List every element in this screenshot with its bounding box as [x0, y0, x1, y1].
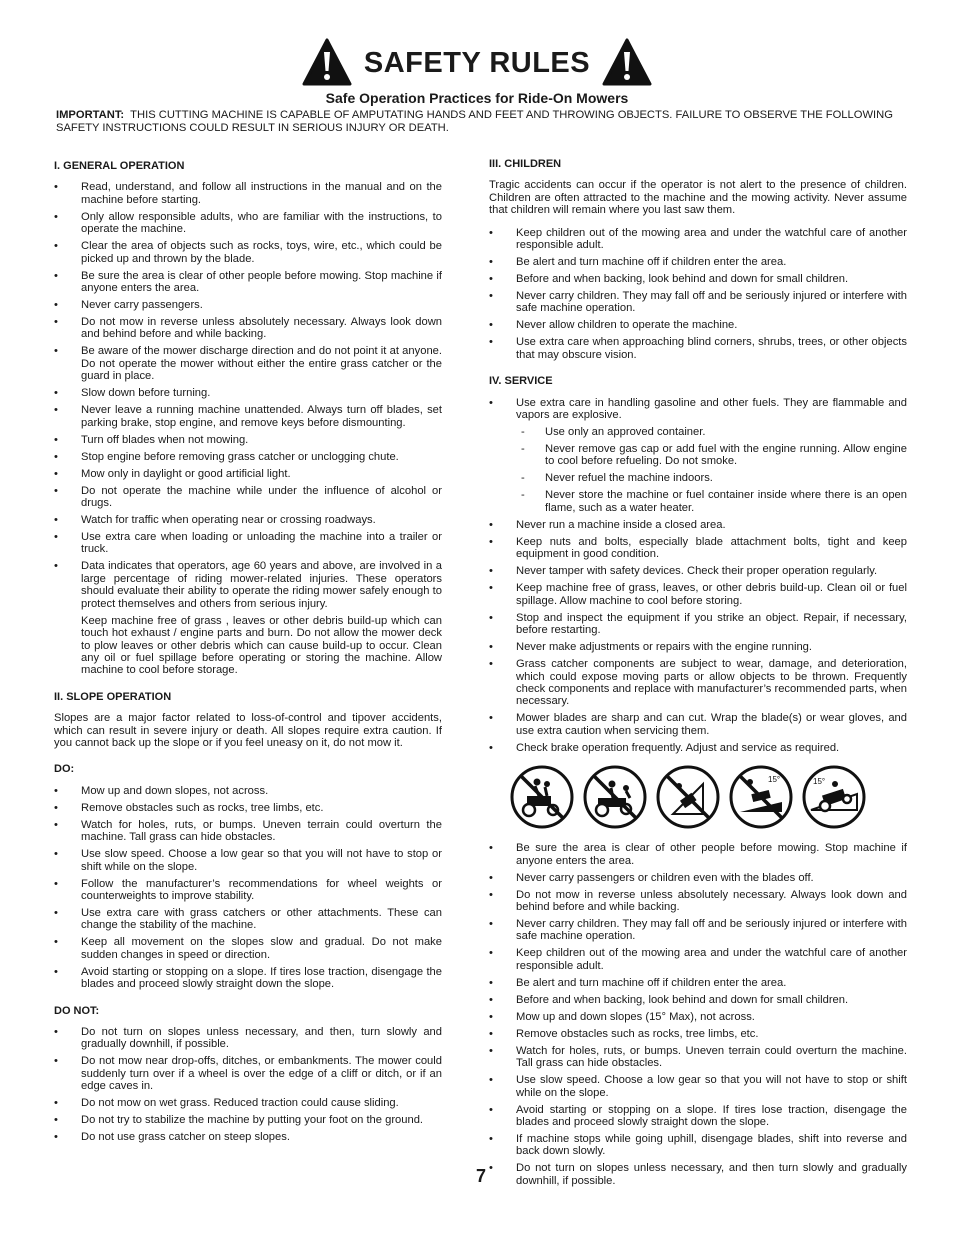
service-list-b — [489, 519, 907, 754]
no-reverse-child-icon — [655, 764, 721, 830]
list-item: • Only allow responsible adults, who are familiar with the instructions, to operate the machine. — [54, 211, 442, 236]
list-item: • Never make adjustments or repairs with the engine running. — [489, 641, 907, 653]
list-item: • Clear the area of objects such as rocks, toys, wire, etc., which could be picked up and thrown by the blade. — [54, 240, 442, 265]
list-item: • Never carry passengers. — [54, 299, 442, 311]
list-item: • Mow up and down slopes, not across. — [54, 785, 442, 797]
list-item: • Before and when backing, look behind and down for small children. — [489, 273, 907, 285]
list-item: • Use extra care when loading or unloading the machine into a trailer or truck. — [54, 531, 442, 556]
list-item: • Watch for holes, ruts, or bumps. Uneven terrain could overturn the machine. Tall grass can hide obstacles. — [489, 1045, 907, 1070]
section-heading-slope: II. SLOPE OPERATION — [54, 690, 172, 703]
page-number: 7 — [476, 1166, 487, 1186]
list-item: • Use extra care when approaching blind corners, shrubs, trees, or other objects that may obscure vision. — [489, 336, 907, 361]
list-item: • Mower blades are sharp and can cut. Wrap the blade(s) or wear gloves, and use extra caution when servicing them. — [489, 712, 907, 737]
prohibition-icons — [509, 764, 907, 830]
list-item: • Do not turn on slopes unless necessary, and then turn slowly and gradually downhill, if possible. — [489, 1162, 907, 1187]
page-header — [0, 38, 954, 94]
left-column — [54, 160, 442, 1158]
slope-intro: Slopes are a major factor related to loss-of-control and tipover accidents, which can result in severe injury or death. All slopes require extra caution. If you cannot back up the slope or if you feel uneasy on it, do not mow it. — [54, 712, 442, 749]
list-item: • Read, understand, and follow all instructions in the manual and on the machine before starting. — [54, 181, 442, 206]
list-item: • Avoid starting or stopping on a slope. If tires lose traction, disengage the blades and proceed slowly straight down the slope. — [489, 1104, 907, 1129]
list-item: • Be sure the area is clear of other people before mowing. Stop machine if anyone enters the area. — [54, 270, 442, 295]
section-heading-children: III. CHILDREN — [489, 158, 562, 170]
do-list — [54, 785, 442, 991]
list-item: • Mow only in daylight or good artificial light. — [54, 468, 442, 480]
no-children-riding-icon — [582, 764, 648, 830]
list-item: • Before and when backing, look behind and down for small children. — [489, 994, 907, 1006]
list-item: • Watch for holes, ruts, or bumps. Uneven terrain could overturn the machine. Tall grass can hide obstacles. — [54, 819, 442, 844]
list-item: • Keep children out of the mowing area and under the watchful care of another responsible adult. — [489, 947, 907, 972]
list-item: • Be alert and turn machine off if children enter the area. — [489, 977, 907, 989]
list-item: • Slow down before turning. — [54, 387, 442, 399]
sub-list-item: - Never remove gas cap or add fuel with the engine running. Allow engine to cool before refueling. Do not smoke. — [489, 443, 907, 468]
list-item: • Data indicates that operators, age 60 years and above, are involved in a large percentage of riding mower-related injuries. These operators should evaluate their ability to operate the riding mower safely enough to protect themselves and others from serious injury. — [54, 560, 442, 610]
list-item: • Keep machine free of grass, leaves, or other debris build-up. Clean oil or fuel spillage. Allow machine to cool before storing. — [489, 582, 907, 607]
list-item: • Be aware of the mower discharge direction and do not point it at anyone. Do not operate the mower without either the entire grass catcher or the guard in place. — [54, 345, 442, 382]
list-item: • Use extra care with grass catchers or other attachments. These can change the stability of the machine. — [54, 907, 442, 932]
sub-list-item: - Use only an approved container. — [489, 426, 907, 438]
section-heading-service: IV. SERVICE — [489, 375, 553, 388]
list-item: • Do not mow in reverse unless absolutely necessary. Always look down and behind before and while backing. — [54, 316, 442, 341]
important-notice — [56, 109, 906, 135]
list-item: • Avoid starting or stopping on a slope. If tires lose traction, disengage the blades and proceed slowly straight down the slope. — [54, 966, 442, 991]
list-item: • Do not turn on slopes unless necessary, and then, turn slowly and gradually downhill, if possible. — [54, 1026, 442, 1051]
list-item: • Use extra care in handling gasoline and other fuels. They are flammable and vapors are explosive. — [489, 397, 907, 422]
section-heading-general: I. GENERAL OPERATION — [54, 160, 185, 172]
list-item: • Do not try to stabilize the machine by putting your foot on the ground. — [54, 1114, 442, 1126]
list-item: • Remove obstacles such as rocks, tree limbs, etc. — [54, 802, 442, 814]
list-item: • Never carry children. They may fall off and be seriously injured or interfere with safe machine operation. — [489, 918, 907, 943]
list-item: • Keep children out of the mowing area and under the watchful care of another responsible adult. — [489, 227, 907, 252]
do-not-heading: DO NOT: — [54, 1004, 100, 1017]
children-list — [489, 227, 907, 362]
list-item: • Mow up and down slopes (15° Max), not across. — [489, 1011, 907, 1023]
list-item: • Be alert and turn machine off if children enter the area. — [489, 256, 907, 268]
list-item: • Grass catcher components are subject to wear, damage, and deterioration, which could expose moving parts or allow objects to be thrown. Frequently check components and replace with manufacturer’s recommended parts, when necessary. — [489, 658, 907, 708]
children-intro: Tragic accidents can occur if the operator is not alert to the presence of children. Children are often attracted to the machine and the mowing activity. Never assume that children will remain where you last saw them. — [489, 179, 907, 217]
slope-label: 15° — [813, 777, 826, 787]
list-item: • Never carry passengers or children even with the blades off. — [489, 872, 907, 884]
slope-limit-icon — [801, 764, 867, 830]
sub-list-item: - Never refuel the machine indoors. — [489, 472, 907, 484]
general-list — [54, 181, 442, 676]
page-title: SAFETY RULES — [363, 46, 591, 79]
page-subtitle: Safe Operation Practices for Ride-On Mowers — [325, 90, 629, 106]
list-item: • Never tamper with safety devices. Check their proper operation regularly. — [489, 565, 907, 577]
slope-label: 15° — [768, 775, 781, 785]
important-label: IMPORTANT: — [56, 109, 125, 121]
list-item: • Never leave a running machine unattended. Always turn off blades, set parking brake, stop engine, and remove keys before dismounting. — [54, 404, 442, 429]
list-item: • If machine stops while going uphill, disengage blades, shift into reverse and back down slowly. — [489, 1133, 907, 1158]
warning-icon — [602, 38, 652, 88]
list-item: • Do not mow in reverse unless absolutely necessary. Always look down and behind before and while backing. — [489, 889, 907, 914]
right-column — [489, 158, 907, 1201]
sub-list-item: - Never store the machine or fuel container inside where there is an open flame, such as a water heater. — [489, 489, 907, 514]
list-item: • Remove obstacles such as rocks, tree limbs, etc. — [489, 1028, 907, 1040]
list-item: • Keep all movement on the slopes slow and gradual. Do not make sudden changes in speed or direction. — [54, 936, 442, 961]
list-item: • Never carry children. They may fall off and be seriously injured or interfere with safe machine operation. — [489, 290, 907, 315]
list-item: • Turn off blades when not mowing. — [54, 434, 442, 446]
title-row — [0, 38, 954, 88]
list-item: • Watch for traffic when operating near or crossing roadways. — [54, 514, 442, 526]
list-item: • Stop and inspect the equipment if you strike an object. Repair, if necessary, before restarting. — [489, 612, 907, 637]
list-item: • Check brake operation frequently. Adjust and service as required. — [489, 742, 907, 754]
service-list-a — [489, 397, 907, 515]
list-item: • Use slow speed. Choose a low gear so that you will not have to stop or shift while on the slope. — [54, 848, 442, 873]
list-item-continued: Keep machine free of grass , leaves or other debris build-up which can touch hot exhaust / engine parts and burn. Do not allow the mower deck to plow leaves or other debris which can cause build-up to occur. Clean any oil or fuel spillage before operating or storing the machine. Allow machine to cool before storage. — [81, 614, 442, 677]
warning-icon — [302, 38, 352, 88]
no-passengers-icon — [509, 764, 575, 830]
do-heading: DO: — [54, 763, 75, 776]
important-text: THIS CUTTING MACHINE IS CAPABLE OF AMPUTATING HANDS AND FEET AND THROWING OBJECTS. FAILURE TO OBSERVE THE FOLLOWING SAFETY INSTRUCTIONS COULD RESULT IN SERIOUS INJURY OR DEATH. — [56, 109, 893, 134]
list-item: • Use slow speed. Choose a low gear so that you will not have to stop or shift while on the slope. — [489, 1074, 907, 1099]
list-item: • Keep nuts and bolts, especially blade attachment bolts, tight and keep equipment in good condition. — [489, 536, 907, 561]
do-not-list — [54, 1026, 442, 1144]
list-item: • Do not use grass catcher on steep slopes. — [54, 1131, 442, 1143]
list-item: • Do not mow on wet grass. Reduced traction could cause sliding. — [54, 1097, 442, 1109]
list-item: • Do not mow near drop-offs, ditches, or embankments. The mower could suddenly turn over if a wheel is over the edge of a cliff or ditch, or if an edge caves in. — [54, 1055, 442, 1092]
list-item: • Be sure the area is clear of other people before mowing. Stop machine if anyone enters the area. — [489, 842, 907, 867]
list-item: • Do not operate the machine while under the influence of alcohol or drugs. — [54, 485, 442, 510]
list-item: • Stop engine before removing grass catcher or unclogging chute. — [54, 451, 442, 463]
list-item: • Follow the manufacturer’s recommendations for wheel weights or counterweights to improve stability. — [54, 878, 442, 903]
list-item: • Never run a machine inside a closed area. — [489, 519, 907, 531]
no-slope-across-icon — [728, 764, 794, 830]
service-list-c — [489, 842, 907, 1187]
list-item: • Never allow children to operate the machine. — [489, 319, 907, 331]
